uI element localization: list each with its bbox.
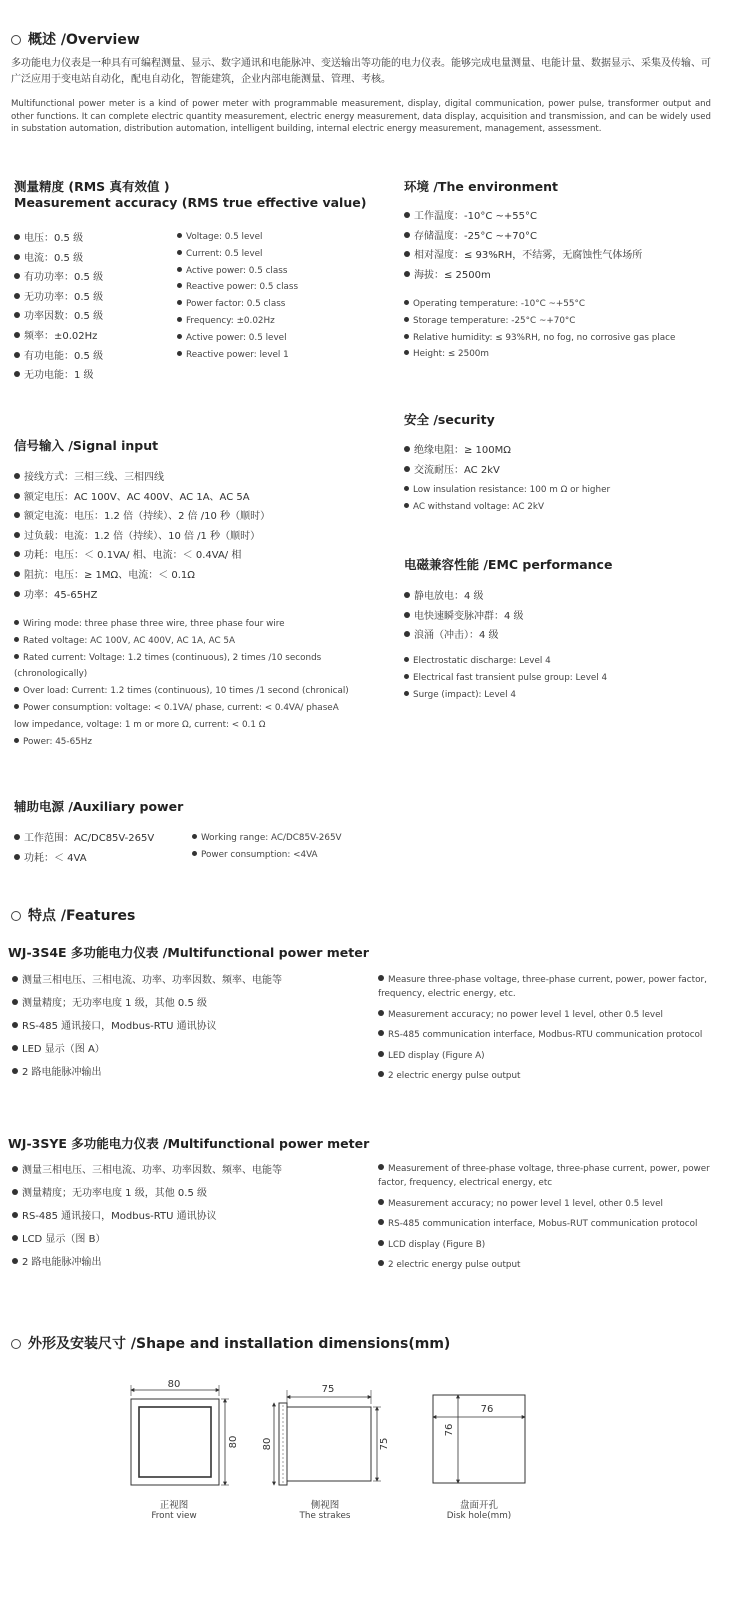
list-item: 2 electric energy pulse output [378,1069,713,1083]
list-item: Measure three-phase voltage, three-phase current, power, power factor, frequency, electric energy, etc. [378,973,713,1001]
side-height-right-label: 75 [379,1437,390,1451]
list-item: 2 路电能脉冲输出 [12,1251,282,1274]
hole-cn: 盘面开孔 [459,1500,498,1511]
list-item: 交流耐压：AC 2kV [404,461,511,481]
features-heading [11,905,135,925]
list-item: RS-485 communication interface, Mobus-RUT communication protocol [378,1217,713,1231]
overview-title: 概述 /Overview [28,32,140,48]
list-item: LED display (Figure A) [378,1049,713,1063]
list-item: 过负载：电流：1.2 倍（持续）、10 倍 /1 秒（顺时） [14,527,270,547]
hole-en: Disk hole(mm) [446,1511,512,1521]
list-item: Operating temperature: -10°C ~+55°C [404,296,675,313]
signal-en-list [14,616,356,750]
list-item: Active power: 0.5 level [177,330,298,347]
aux-title: 辅助电源 /Auxiliary power [14,799,184,814]
list-item: 接线方式：三相三线、三相四线 [14,468,270,488]
security-title: 安全 /security [404,412,495,427]
list-item: Surge (impact): Level 4 [404,687,607,704]
hole-width-label: 76 [480,1404,494,1415]
list-item: Power: 45-65Hz [14,734,356,751]
list-item: 额定电压：AC 100V、AC 400V、AC 1A、AC 5A [14,488,270,508]
list-item: Power consumption: <4VA [192,847,342,864]
list-item: Measurement of three-phase voltage, three-phase current, power, power factor, frequency, electrical energy, etc [378,1162,713,1190]
list-item: 海拔：≤ 2500m [404,266,642,286]
circle-icon [11,1339,21,1349]
list-item: 测量三相电压、三相电流、功率、功率因数、频率、电能等 [12,969,282,992]
security-cn-list [404,441,511,480]
list-item: 工作范围：AC/DC85V-265V [14,829,154,849]
list-item: Electrical fast transient pulse group: Level 4 [404,670,607,687]
list-item: Power consumption: voltage: < 0.1VA/ phase, current: < 0.4VA/ phaseA low impedance, voltage: 1 m or more Ω, current: < 0.1 Ω [14,700,356,734]
list-item: Voltage: 0.5 level [177,229,298,246]
list-item: Measurement accuracy; no power level 1 level, other 0.5 level [378,1197,713,1211]
list-item: Rated voltage: AC 100V, AC 400V, AC 1A, AC 5A [14,633,356,650]
disk-hole-drawing [433,1395,525,1483]
list-item: 功耗：电压：＜ 0.1VA/ 相、电流：＜ 0.4VA/ 相 [14,546,270,566]
list-item: 额定电流：电压：1.2 倍（持续）、2 倍 /10 秒（顺时） [14,507,270,527]
list-item: 浪涌（冲击）：4 级 [404,626,524,646]
emc-en-list [404,653,607,703]
circle-icon [11,35,21,45]
emc-cn-list [404,587,524,646]
features-title: 特点 /Features [28,908,136,924]
list-item: 阻抗：电压：≥ 1MΩ、电流：＜ 0.1Ω [14,566,270,586]
list-item: Low insulation resistance: 100 m Ω or higher [404,482,610,499]
side-view-cn: 侧视图 [310,1500,340,1511]
environment-title: 环境 /The environment [404,179,559,194]
list-item: Reactive power: level 1 [177,347,298,364]
list-item: 2 electric energy pulse output [378,1258,713,1272]
list-item: 测量精度；无功率电度 1 级，其他 0.5 级 [12,1182,282,1205]
aux-en-list [192,830,342,864]
list-item: 存储温度：-25°C ~+70°C [404,227,642,247]
list-item: Electrostatic discharge: Level 4 [404,653,607,670]
model2-title: WJ-3SYE 多功能电力仪表 /Multifunctional power meter [8,1136,370,1151]
list-item: RS-485 通讯接口，Modbus-RTU 通讯协议 [12,1015,282,1038]
hole-height-label: 76 [444,1423,455,1437]
overview-heading [11,29,140,49]
list-item: Relative humidity: ≤ 93%RH, no fog, no corrosive gas place [404,330,675,347]
list-item: Frequency: ±0.02Hz [177,313,298,330]
environment-cn-list [404,207,642,285]
side-width-label: 75 [321,1384,335,1395]
list-item: 电快速瞬变脉冲群：4 级 [404,607,524,627]
list-item: 电流：0.5 级 [14,249,103,269]
aux-cn-list [14,829,154,868]
list-item: Current: 0.5 level [177,246,298,263]
list-item: 相对湿度：≤ 93%RH，不结雾，无腐蚀性气体场所 [404,246,642,266]
model1-en-list [378,973,713,1090]
list-item: 测量三相电压、三相电流、功率、功率因数、频率、电能等 [12,1159,282,1182]
list-item: 功率：45-65HZ [14,586,270,606]
dimensions-heading [11,1333,450,1353]
circle-icon [11,911,21,921]
dimension-drawings [0,1370,737,1500]
overview-en: Multifunctional power meter is a kind of power meter with programmable measurement, display, digital communication, power pulse, transformer output and other functions. It can complete electric quantity measurement, electric energy measurement, data display, acquisition and transmission, and can be widely used in substation automation, distribution automation, intelligent building, internal electric energy measurement, management, assessment. [11,99,711,134]
side-view-en: The strakes [299,1511,351,1521]
security-en-list [404,482,610,516]
list-item: LCD display (Figure B) [378,1238,713,1252]
list-item: Measurement accuracy; no power level 1 level, other 0.5 level [378,1008,713,1022]
list-item: Reactive power: 0.5 class [177,279,298,296]
list-item: 电压：0.5 级 [14,229,103,249]
list-item: AC withstand voltage: AC 2kV [404,499,610,516]
side-view-caption [275,1497,375,1521]
front-view-caption [124,1497,224,1521]
list-item: 有功功率：0.5 级 [14,268,103,288]
list-item: Storage temperature: -25°C ~+70°C [404,313,675,330]
list-item: Working range: AC/DC85V-265V [192,830,342,847]
list-item: RS-485 communication interface, Modbus-RTU communication protocol [378,1028,713,1042]
list-item: 功率因数：0.5 级 [14,307,103,327]
accuracy-cn-list [14,229,103,386]
front-height-label: 80 [228,1435,239,1449]
model2-cn-list [12,1159,282,1274]
accuracy-title-en: Measurement accuracy (RMS true effective value) [14,195,367,210]
list-item: 测量精度；无功率电度 1 级，其他 0.5 级 [12,992,282,1015]
side-view-drawing [262,1384,390,1485]
list-item: Active power: 0.5 class [177,263,298,280]
list-item: Rated current: Voltage: 1.2 times (continuous), 2 times /10 seconds (chronologically) [14,650,356,684]
front-view-cn: 正视图 [159,1500,189,1511]
environment-en-list [404,296,675,363]
model2-en-list [378,1162,713,1279]
list-item: LCD 显示（图 B） [12,1228,282,1251]
list-item: 工作温度：-10°C ~+55°C [404,207,642,227]
list-item: Power factor: 0.5 class [177,296,298,313]
list-item: RS-485 通讯接口，Modbus-RTU 通讯协议 [12,1205,282,1228]
list-item: Height: ≤ 2500m [404,346,675,363]
signal-title: 信号输入 /Signal input [14,438,159,453]
front-width-label: 80 [167,1379,181,1390]
list-item: Over load: Current: 1.2 times (continuous), 10 times /1 second (chronical) [14,683,356,700]
side-height-left-label: 80 [262,1437,273,1451]
list-item: 有功电能：0.5 级 [14,347,103,367]
model1-title: WJ-3S4E 多功能电力仪表 /Multifunctional power meter [8,945,369,960]
list-item: 无功功率：0.5 级 [14,288,103,308]
list-item: 绝缘电阻：≥ 100MΩ [404,441,511,461]
emc-title: 电磁兼容性能 /EMC performance [404,557,613,572]
list-item: 2 路电能脉冲输出 [12,1061,282,1084]
overview-cn: 多功能电力仪表是一种具有可编程测量、显示、数字通讯和电能脉冲、变送输出等功能的电力仪表。能够完成电量测量、电能计量、数据显示、采集及传输、可广泛应用于变电站自动化，配电自动化，智能建筑，企业内部电能测量、管理、考核。 [11,58,711,85]
list-item: 功耗：＜ 4VA [14,849,154,869]
list-item: 静电放电：4 级 [404,587,524,607]
list-item: 无功电能：1 级 [14,366,103,386]
list-item: Wiring mode: three phase three wire, three phase four wire [14,616,356,633]
accuracy-en-list [177,229,298,363]
list-item: LED 显示（图 A） [12,1038,282,1061]
model1-cn-list [12,969,282,1084]
accuracy-title-cn: 测量精度 (RMS 真有效值 ) [14,179,170,194]
front-view-en: Front view [151,1511,197,1521]
hole-caption [429,1497,529,1521]
signal-cn-list [14,468,270,605]
list-item: 频率：±0.02Hz [14,327,103,347]
dimensions-title: 外形及安装尺寸 /Shape and installation dimensions(mm) [28,1336,451,1352]
front-view-drawing [131,1379,239,1485]
